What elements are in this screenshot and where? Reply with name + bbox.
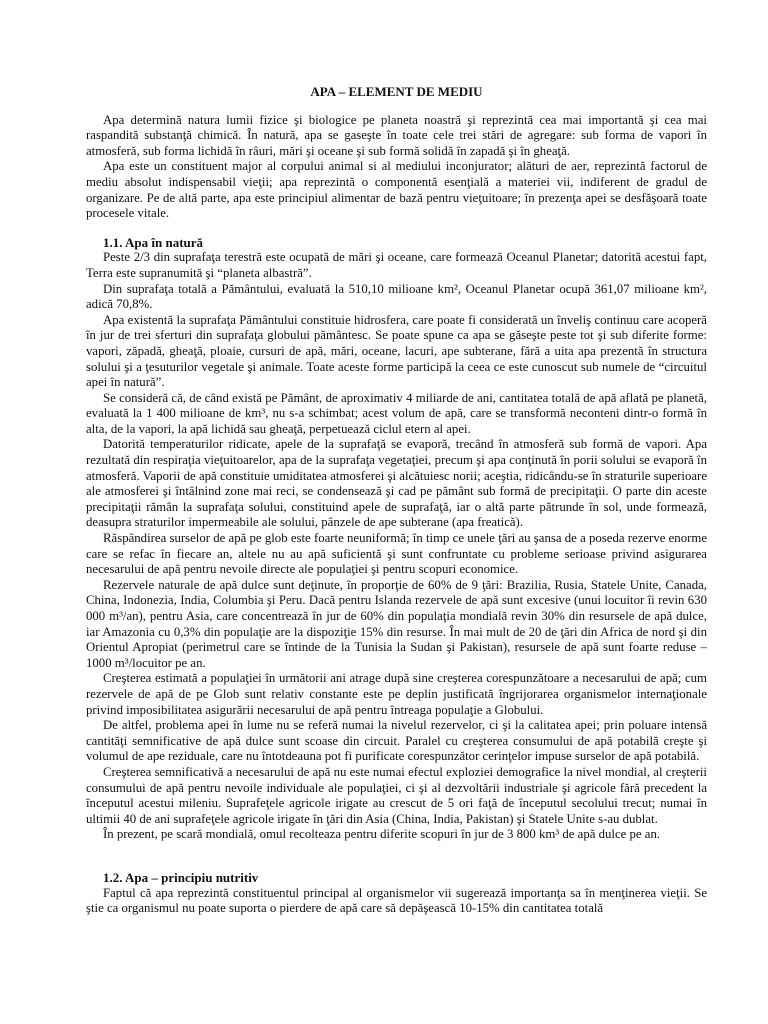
intro-paragraph: Apa este un constituent major al corpului animal si al mediului inconjurator; alături de aer, reprezintă factorul de mediu absolut indispensabil vieţii; apa reprezintă o componentă esenţială a materiei vii, indiferent de gradul de organizare. Pe de altă parte, apa este principiul alimentar de bază pentru vieţuitoare; în prezenţa apei se desfăşoară toate procesele vitale. [86, 159, 707, 221]
section1-paragraph: Apa existentă la suprafaţa Pământului constituie hidrosfera, care poate fi considerată un înveliş continuu care acoperă în jur de trei sferturi din suprafaţa globului pământesc. Se poate spune ca apa se găseşte peste tot şi sub diferite forme: vapori, zăpadă, gheaţă, ploaie, cursuri de apă, mări, oceane, lacuri, ape subterane, fără a uita apa prezentă în structura solului şi a ţesuturilor vegetale şi animale. Toate aceste forme participă la ceea ce este cunoscut sub numele de “circuitul apei în natură”. [86, 312, 707, 390]
section1-paragraph: Răspândirea surselor de apă pe glob este foarte neuniformă; în timp ce unele ţări au şansa de a poseda rezerve enorme care se refac în fiecare an, altele nu au apă suficientă şi sunt confruntate cu probleme serioase privind asigurarea necesarului de apă pentru nevoile directe ale populaţiei şi pentru scopuri economice. [86, 531, 707, 577]
document-title: APA – ELEMENT DE MEDIU [310, 84, 483, 99]
section1-paragraph: Creşterea semnificativă a necesarului de apă nu este numai efectul exploziei demografice la nivel mondial, al creşterii consumului de apă pentru nevoile individuale ale populaţiei, ci şi al dezvoltării industriale şi agricole fără precedent la începutul acestui mileniu. Suprafeţele agricole irigate au crescut de 5 ori faţă de începutul secolului trecut; numai în ultimii 40 de ani suprafeţele agricole irigate în ţări din Asia (China, India, Pakistan) şi Statele Unite s-au dublat. [86, 764, 707, 826]
section1-paragraph: Datorită temperaturilor ridicate, apele de la suprafaţă se evaporă, trecând în atmosferă sub formă de vapori. Apa rezultată din respiraţia vieţuitoarelor, apa de la suprafaţa vegetaţiei, precum şi apa conţinută în porii solului se evaporă în atmosferă. Vaporii de apă constituie umiditatea atmosferei şi alcătuiesc norii; aceştia, ridicându-se în straturile superioare ale atmosferei şi întâlnind zone mai reci, se condensează şi cad pe pământ sub formă de precipitaţii. O parte din aceste precipitaţii rămân la suprafaţa solului, constituind apele de suprafaţă, iar o altă parte pătrunde în sol, unde formează, deasupra straturilor impermeabile ale solului, pânzele de ape subterane (apa freatică). [86, 437, 707, 530]
section-heading-apa-principiu-nutritiv: 1.2. Apa – principiu nutritiv [103, 869, 259, 885]
section-spacer [86, 843, 707, 857]
section1-paragraph: Rezervele naturale de apă dulce sunt deţinute, în proporţie de 60% de 9 ţări: Brazilia, Rusia, Statele Unite, Canada, China, Indonezia, India, Columbia şi Peru. Dacă pentru Islanda rezervele de apă sunt excesive (unui locuitor îi revin 630 000 m³/an), pentru Asia, care concentrează în jur de 60% din populaţia mondială revin 30% din resursele de apă dulce, iar Amazonia cu 0,3% din populaţie are la dispoziţie 15% din resurse. În mai mult de 20 de ţări din Africa de nord şi din Orientul Apropiat (perimetrul care se întinde de la Tunisia la Sudan şi Pakistan), resursele de apă sunt foarte reduse –1000 m³/locuitor pe an. [86, 577, 707, 670]
section1-paragraph: Se consideră că, de când există pe Pământ, de aproximativ 4 miliarde de ani, cantitatea totală de apă aflată pe planetă, evaluată la 1 400 milioane de km³, nu s-a schimbat; acest volum de apă, care se transformă neconteni dintr-o formă în alta, de la vapori, la apă lichidă sau gheaţă, perpetuează ciclul etern al apei. [86, 390, 707, 436]
document-page [86, 84, 707, 917]
section1-paragraph: De altfel, problema apei în lume nu se referă numai la nivelul rezervelor, ci şi la calitatea apei; prin poluare intensă cantităţi semnificative de apă dulce sunt scoase din circuit. Paralel cu creşterea consumului de apă potabilă creşte şi volumul de ape reziduale, care nu întotdeauna pot fi purificate corespunzător cerinţelor impuse surselor de apă potabilă. [86, 718, 707, 764]
section1-paragraph: În prezent, pe scară mondială, omul recolteaza pentru diferite scopuri în jur de 3 800 km³ de apă dulce pe an. [103, 827, 661, 842]
section1-paragraph: Creşterea estimată a populaţiei în următorii ani atrage după sine creşterea corespunzătoare a necesarului de apă; cum rezervele de apă de pe Glob sunt relativ constante este pe deplin justificată îngrijorarea organismelor internaţionale privind imposibilitatea asigurării necesarului de apă pentru întreaga populaţie a Globului. [86, 671, 707, 717]
section1-paragraph: Peste 2/3 din suprafaţa terestră este ocupată de mări şi oceane, care formează Oceanul Planetar; datorită acestui fapt, Terra este supranumită şi “planeta albastră”. [86, 250, 707, 280]
intro-paragraph: Apa determină natura lumii fizice şi biologice pe planeta noastră şi reprezintă cea mai importantă şi cea mai raspandită substanţă chimică. În natură, apa se gaseşte în toate cele trei stări de agregare: sub forma de vapori în atmosferă, sub forma lichidă în râuri, mări şi oceane şi sub formă solidă în zapadă şi în gheaţă. [86, 112, 707, 158]
section-heading-apa-in-natura: 1.1. Apa în natură [103, 234, 204, 250]
section2-paragraph: Faptul că apa reprezintă constituentul principal al organismelor vii sugerează importanţa sa în menţinerea vieţii. Se ştie ca organismul nu poate suporta o pierdere de apă care să depăşească 10-15% din cantitatea totală [86, 885, 707, 916]
section1-paragraph: Din suprafaţa totală a Pământului, evaluată la 510,10 milioane km², Oceanul Planetar ocupă 361,07 milioane km², adică 70,8%. [86, 281, 707, 312]
